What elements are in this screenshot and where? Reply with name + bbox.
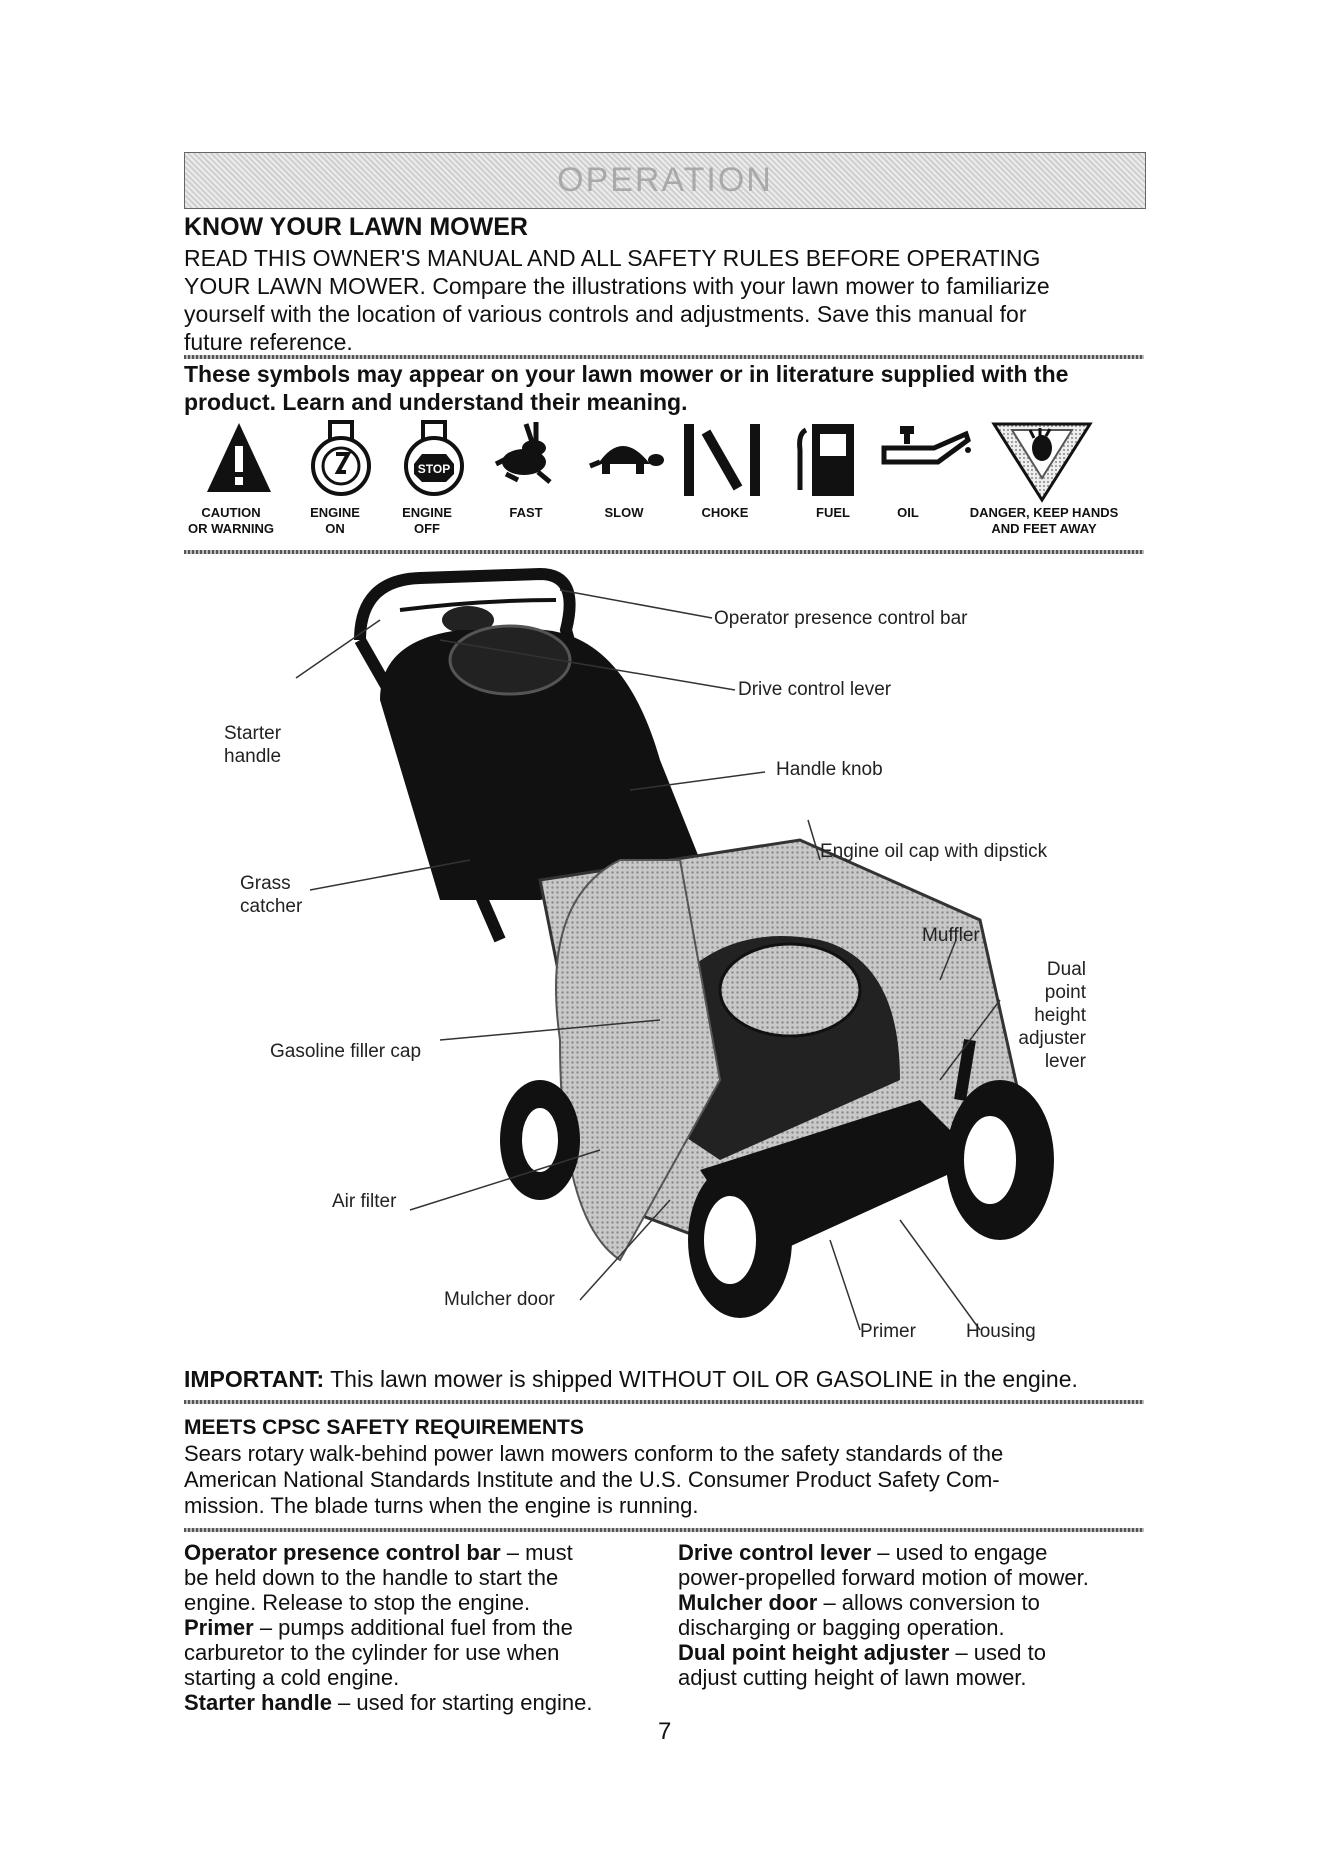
definition-text: – must [500,1540,573,1565]
important-text: This lawn mower is shipped WITHOUT OIL OR GASOLINE in the engine. [324,1366,1078,1392]
important-note [184,1366,1078,1393]
symbol-label-fuel [808,505,858,521]
definition-line [184,1540,654,1565]
caution-triangle-icon [204,420,274,500]
definition-line [184,1690,654,1715]
callout-line: handle [224,746,282,767]
definition-line [678,1590,1138,1615]
divider [184,355,1144,359]
callout-line: catcher [240,896,303,917]
definition-term: Drive control lever [678,1540,872,1565]
callout-line: Starter [224,723,282,744]
callout-gas-cap: Gasoline filler cap [270,1041,422,1062]
symbol-label-line: AND FEET AWAY [991,521,1097,536]
symbol-label-line: ENGINE [310,505,360,520]
callout-line: Grass [240,873,291,894]
symbol-label-line: CHOKE [701,505,749,520]
callout-line: lever [1044,1051,1086,1072]
section-banner [184,152,1146,209]
symbols-intro [184,360,1144,416]
symbol-label-fast [496,505,556,521]
turtle-icon [586,420,666,491]
callout-line: adjuster [1018,1028,1086,1049]
symbol-label-slow [594,505,654,521]
callout-handle-knob: Handle knob [776,759,883,780]
lawn-mower-illustration [0,560,1324,1360]
definition-line [678,1615,1138,1640]
callout-line: height [1034,1005,1086,1026]
callout-muffler: Muffler [922,925,980,946]
definitions-left [184,1540,654,1715]
definition-line [678,1665,1138,1690]
callout-drive-lever: Drive control lever [738,679,892,700]
divider [184,1528,1144,1532]
cpsc-line: Sears rotary walk-behind power lawn mowers conform to the safety standards of the [184,1441,1004,1466]
callout-operator-bar: Operator presence control bar [714,608,968,629]
callout-oil-cap: Engine oil cap with dipstick [820,841,1048,862]
divider [184,1400,1144,1404]
symbol-label-line: ON [325,521,345,536]
symbol-label-line: OIL [897,505,919,520]
definition-text: starting a cold engine. [184,1665,400,1690]
symbol-label-line: CAUTION [201,505,261,520]
definition-line [678,1565,1138,1590]
page-heading: KNOW YOUR LAWN MOWER [184,213,528,241]
symbol-label-line: ENGINE [402,505,452,520]
definition-text: be held down to the handle to start the [184,1565,559,1590]
definition-line [678,1540,1138,1565]
cpsc-heading: MEETS CPSC SAFETY REQUIREMENTS [184,1416,584,1439]
rabbit-icon [492,420,564,497]
callout-starter-handle [224,722,281,768]
symbol-label-line: OR WARNING [188,521,274,536]
symbol-label-danger [944,505,1144,537]
fuel-pump-icon [796,420,860,505]
callout-mulcher-door: Mulcher door [444,1289,555,1310]
callout-line: Dual [1046,959,1086,980]
callout-line: point [1044,982,1086,1003]
symbol-label-line: DANGER, KEEP HANDS [969,505,1119,520]
callout-housing: Housing [966,1321,1036,1342]
engine-on-icon [306,420,376,503]
divider [184,550,1144,554]
definitions-right [678,1540,1138,1690]
symbol-label-caution [184,505,278,537]
definition-text: – allows conversion to [817,1590,1040,1615]
definition-line [184,1640,654,1665]
choke-icon [680,420,764,505]
callout-dual-point-adjuster [990,958,1086,1073]
callout-primer: Primer [860,1321,916,1342]
definition-text: carburetor to the cylinder for use when [184,1640,560,1665]
definition-line [184,1615,654,1640]
callout-air-filter: Air filter [332,1191,397,1212]
definition-line [184,1590,654,1615]
symbol-label-line: SLOW [604,505,644,520]
definition-term: Operator presence control bar [184,1540,501,1565]
definition-term: Starter handle [184,1690,332,1715]
symbol-label-line: FUEL [816,505,850,520]
definition-text: – used to [949,1640,1046,1665]
intro-line: YOUR LAWN MOWER. Compare the illustrations with your lawn mower to familiarize [184,273,1050,299]
symbol-label-line: FAST [509,505,543,520]
definition-text: – used for starting engine. [331,1690,593,1715]
symbol-label-engine-on [300,505,370,537]
symbol-label-engine-off [392,505,462,537]
cpsc-line: mission. The blade turns when the engine is running. [184,1493,699,1518]
definition-text: – pumps additional fuel from the [253,1615,573,1640]
cpsc-paragraph [184,1441,1144,1519]
keep-hands-feet-away-icon [990,420,1094,509]
definition-text: engine. Release to stop the engine. [184,1590,531,1615]
definition-term: Primer [184,1615,254,1640]
symbol-label-oil [888,505,928,521]
important-label: IMPORTANT: [184,1366,325,1392]
definition-term: Mulcher door [678,1590,818,1615]
intro-line: future reference. [184,329,353,355]
definition-text: – used to engage [871,1540,1048,1565]
stop-glyph: STOP [417,462,451,476]
symbols-intro-line: product. Learn and understand their meaning. [184,389,688,415]
definition-text: power-propelled forward motion of mower. [678,1565,1089,1590]
intro-paragraph [184,244,1144,356]
engine-off-icon [398,420,470,503]
symbol-label-line: OFF [414,521,440,536]
oil-can-icon [878,420,974,495]
symbols-intro-line: These symbols may appear on your lawn mower or in literature supplied with the [184,361,1069,387]
intro-line: READ THIS OWNER'S MANUAL AND ALL SAFETY RULES BEFORE OPERATING [184,245,1041,271]
definition-term: Dual point height adjuster [678,1640,950,1665]
definition-text: discharging or bagging operation. [678,1615,1005,1640]
definition-line [184,1565,654,1590]
intro-line: yourself with the location of various controls and adjustments. Save this manual for [184,301,1027,327]
definition-text: adjust cutting height of lawn mower. [678,1665,1027,1690]
definition-line [678,1640,1138,1665]
definition-line [184,1665,654,1690]
section-title: OPERATION [557,161,773,199]
symbol-label-choke [690,505,760,521]
cpsc-line: American National Standards Institute and the U.S. Consumer Product Safety Com- [184,1467,1000,1492]
callout-grass-catcher [240,872,302,918]
page-number: 7 [658,1718,672,1745]
